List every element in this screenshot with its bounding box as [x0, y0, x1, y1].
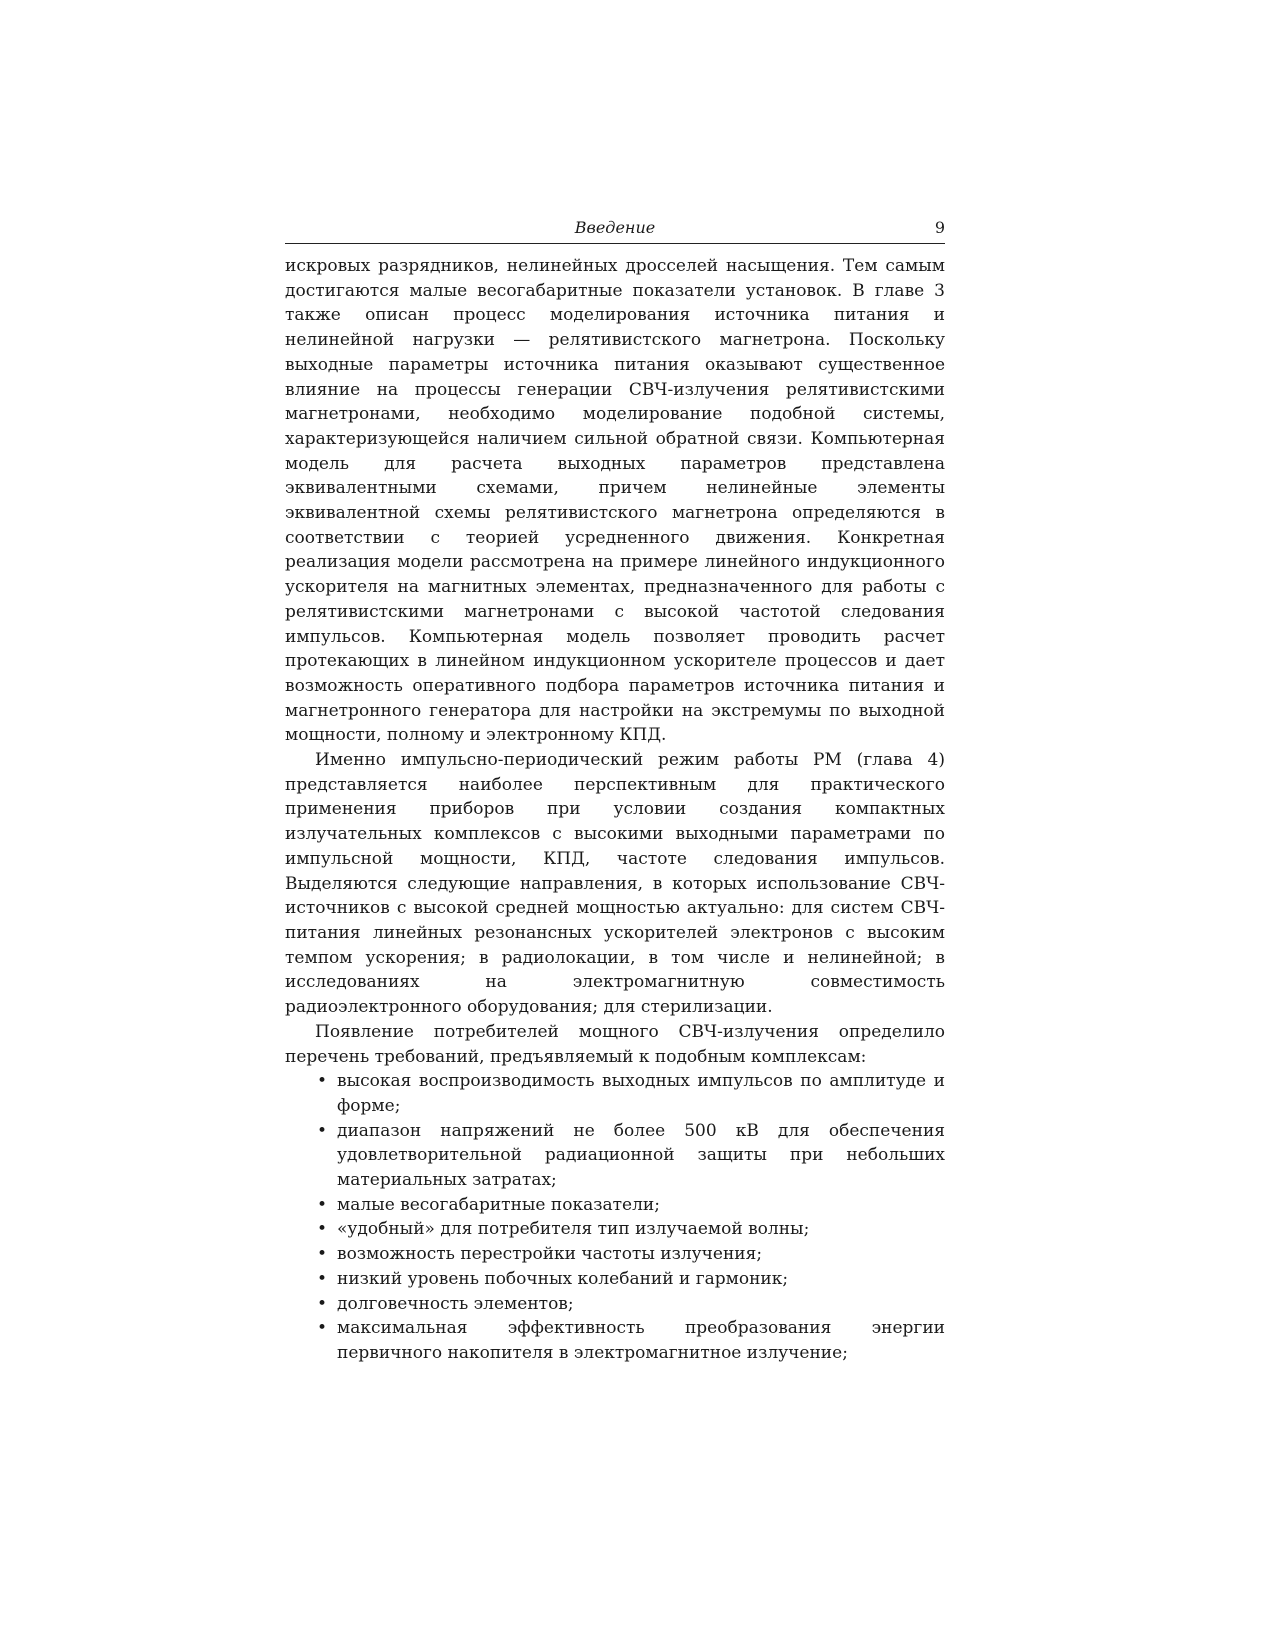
list-item	[317, 1069, 945, 1118]
bullet-icon: •	[317, 1318, 328, 1339]
bullet-icon: •	[317, 1268, 328, 1289]
body-text	[285, 254, 945, 1366]
running-title: Введение	[574, 218, 656, 237]
paragraph-requirements-intro: Появление потребителей мощного СВЧ-излучения определило перечень требований, предъявляемый к подобным комплексам:	[285, 1021, 945, 1067]
paragraph-pulse-mode: Именно импульсно-периодический режим работы РМ (глава 4) представляется наиболее перспективным для практического применения приборов при условии создания компактных излучательных комплексов с высокими выходными параметрами по импульсной мощности, КПД, частоте следования импульсов. Выделяются следующие направления, в которых использование СВЧ-источников с высокой средней мощностью актуально: для систем СВЧ-питания линейных резонансных ускорителей электронов с высоким темпом ускорения; в радиолокации, в том числе и нелинейной; в исследованиях на электромагнитную совместимость радиоэлектронного оборудования; для стерилизации.	[285, 750, 945, 1018]
paragraph-continuation: искровых разрядников, нелинейных дросселей насыщения. Тем самым достигаются малые весогабаритные показатели установок. В главе 3 также описан процесс моделирования источника питания и нелинейной нагрузки — релятивистского магнетрона. Поскольку выходные параметры источника питания оказывают существенное влияние на процессы генерации СВЧ-излучения релятивистскими магнетронами, необходимо моделирование подобной системы, характеризующейся наличием сильной обратной связи. Компьютерная модель для расчета выходных параметров представлена эквивалентными схемами, причем нелинейные элементы эквивалентной схемы релятивистского магнетрона определяются в соответствии с теорией усредненного движения. Конкретная реализация модели рассмотрена на примере линейного индукционного ускорителя на магнитных элементах, предназначенного для работы с релятивистскими магнетронами с высокой частотой следования импульсов. Компьютерная модель позволяет проводить расчет протекающих в линейном индукционном ускорителе процессов и дает возможность оперативного подбора параметров источника питания и магнетронного генератора для настройки на экстремумы по выходной мощности, полному и электронному КПД.	[285, 256, 945, 746]
requirements-list	[285, 1069, 945, 1365]
list-item	[317, 1292, 945, 1317]
list-item	[317, 1242, 945, 1267]
list-item-text: «удобный» для потребителя тип излучаемой волны;	[337, 1219, 810, 1240]
list-item-text: долговечность элементов;	[337, 1293, 574, 1314]
bullet-icon: •	[317, 1293, 328, 1314]
list-item-text: низкий уровень побочных колебаний и гармоник;	[337, 1268, 789, 1289]
bullet-icon: •	[317, 1194, 328, 1215]
bullet-icon: •	[317, 1071, 328, 1092]
list-item	[317, 1316, 945, 1365]
book-page	[285, 218, 945, 1366]
bullet-icon: •	[317, 1244, 328, 1265]
list-item	[317, 1119, 945, 1193]
list-item-text: максимальная эффективность преобразования энергии первичного накопителя в электромагнитное излучение;	[337, 1318, 945, 1363]
list-item-text: малые весогабаритные показатели;	[337, 1194, 660, 1215]
list-item-text: высокая воспроизводимость выходных импульсов по амплитуде и форме;	[337, 1071, 945, 1116]
list-item	[317, 1193, 945, 1218]
page-number: 9	[934, 218, 945, 237]
bullet-icon: •	[317, 1219, 328, 1240]
list-item-text: возможность перестройки частоты излучения;	[337, 1244, 763, 1265]
running-header	[285, 218, 945, 244]
list-item	[317, 1267, 945, 1292]
list-item	[317, 1217, 945, 1242]
bullet-icon: •	[317, 1120, 328, 1141]
list-item-text: диапазон напряжений не более 500 кВ для обеспечения удовлетворительной радиационной защиты при небольших материальных затратах;	[337, 1120, 945, 1191]
